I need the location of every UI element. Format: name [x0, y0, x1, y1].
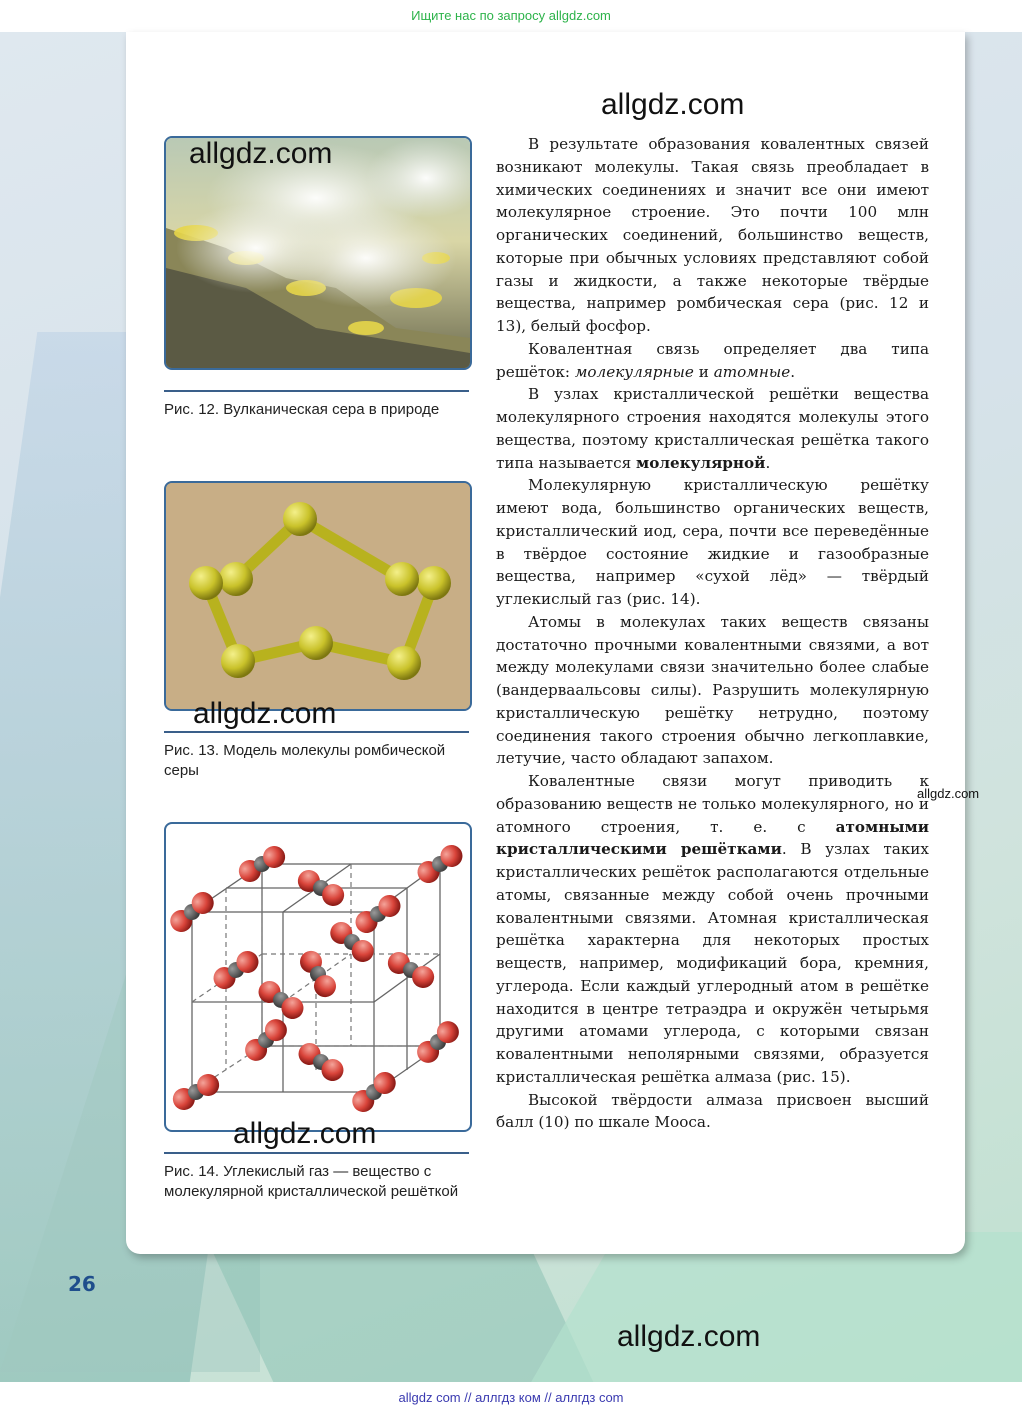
paragraph: В узлах кристаллической решётки вещества молекулярного строения находятся молекулы этого вещества, поэтому кристаллическая решётка такого типа называется молекулярной.	[496, 385, 929, 472]
search-hint-link[interactable]: Ищите нас по запросу allgdz.com	[411, 8, 611, 23]
figure-12-caption: Рис. 12. Вулканическая сера в природе	[164, 401, 440, 418]
watermark: allgdz.com	[189, 137, 333, 170]
watermark: allgdz.com	[193, 697, 337, 730]
figure-13-caption: Рис. 13. Модель молекулы ромбической серы	[164, 742, 446, 779]
paragraph: Ковалентные связи могут приводить к образованию веществ не только молекулярного, но и атомного строения, т. е. с атомными кристаллическими решётками. В узлах таких кристаллических решёток располагаются отдельные атомы, связанные между собой очень прочными ковалентными связями. Атомная кристаллическая решётка характерна для некоторых простых веществ, например, модификаций бора, кремния, углерода. Если каждый углеродный атом в решётке находится в центре тетраэдра и окружён четырьмя другими атомами углерода, с которыми связан ковалентными неполярными связями, образуется кристаллическая решётка алмаза (рис. 15).	[496, 772, 929, 1086]
figure-sulfur-molecule-model	[164, 481, 472, 711]
figure-divider	[164, 731, 469, 733]
watermark: allgdz.com	[617, 1320, 761, 1353]
paragraph: В результате образования ковалентных связей возникают молекулы. Такая связь преобладает в химических соединениях и значит все они имеют молекулярное строение. Это почти 100 млн органических соединений, большинство веществ, которые при обычных условиях представляют собой газы и жидкости, а также некоторые твёрдые вещества, например ромбическая сера (рис. 12 и 13), белый фосфор.	[496, 135, 929, 335]
paragraph: Молекулярную кристаллическую решётку имеют вода, большинство органических веществ, кристаллический иод, сера, почти все переведённые в твёрдое состояние жидкие и газообразные вещества, например «сухой лёд» — твёрдый углекислый газ (рис. 14).	[496, 476, 929, 608]
watermark: allgdz.com	[601, 88, 745, 121]
figure-volcanic-sulfur-photo	[164, 136, 472, 370]
watermark: allgdz.com	[233, 1117, 377, 1150]
figure-co2-lattice	[164, 822, 472, 1132]
figure-14-caption: Рис. 14. Углекислый газ — вещество с молекулярной кристаллической решёткой	[164, 1163, 459, 1200]
main-text	[496, 133, 929, 1134]
figure-divider	[164, 390, 469, 392]
paragraph: Ковалентная связь определяет два типа решёток: молекулярные и атомные.	[496, 339, 929, 381]
paragraph: Высокой твёрдости алмаза присвоен высший балл (10) по шкале Мооса.	[496, 1090, 929, 1132]
footer-links[interactable]: allgdz com // аллгдз ком // аллгдз com	[398, 1390, 624, 1405]
figure-divider	[164, 1152, 469, 1154]
page-number: 26	[68, 1272, 96, 1296]
paragraph: Атомы в молекулах таких веществ связаны достаточно прочными ковалентными связями, а вот между молекулами связи значительно более слабые (вандерваальсовы силы). Разрушить молекулярную кристаллическую решётку нетрудно, поэтому соединения такого строения обычно легкоплавкие, летучие, часто обладают запахом.	[496, 612, 929, 768]
watermark-small: allgdz.com	[917, 786, 980, 801]
